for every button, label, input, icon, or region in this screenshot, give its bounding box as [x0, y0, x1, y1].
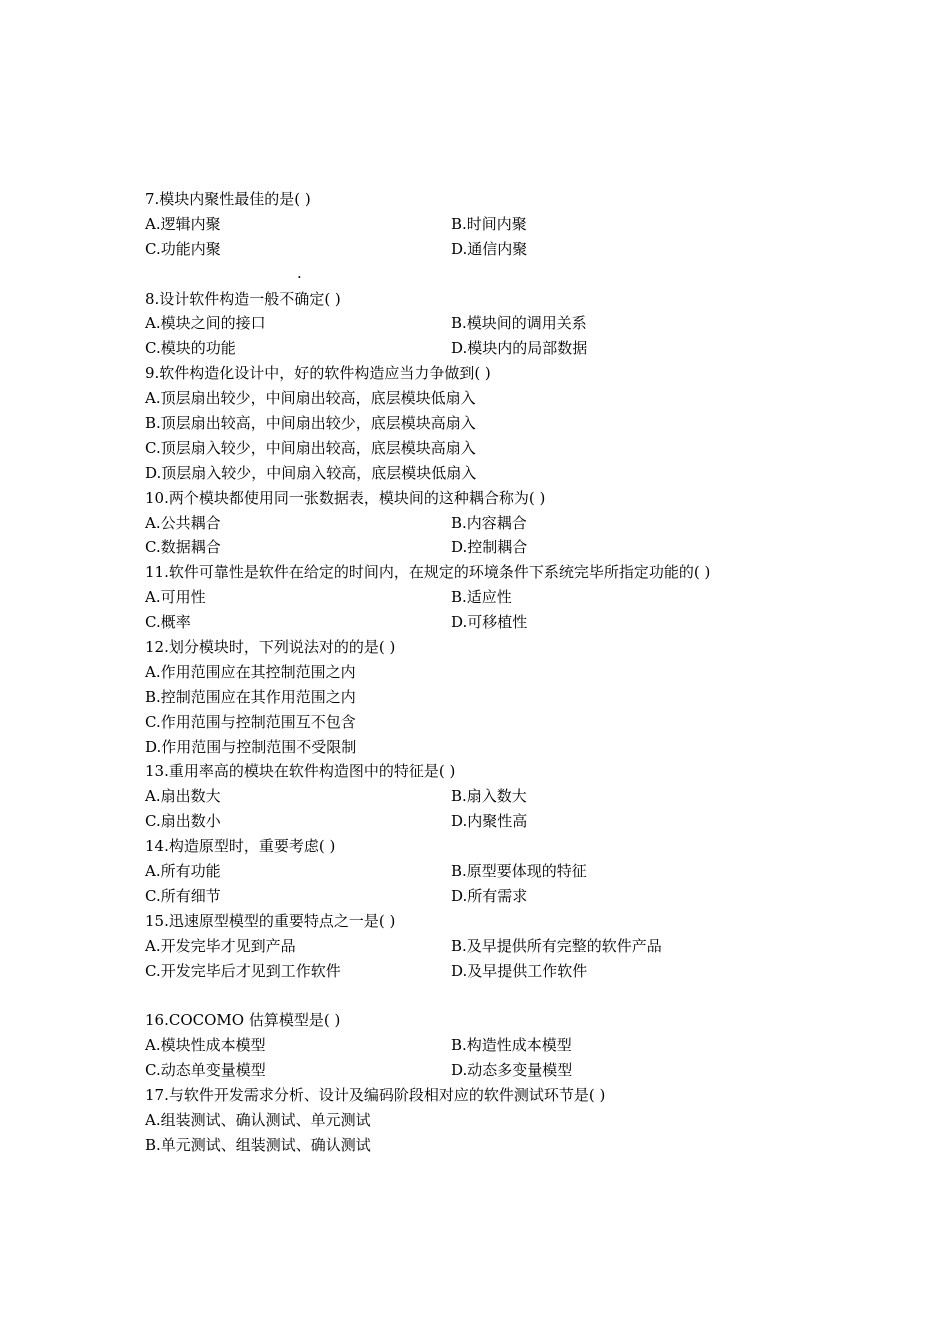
option-d: D.顶层扇入较少，中间扇入较高，底层模块低扇入	[145, 463, 477, 482]
stray-mark: .	[297, 263, 302, 282]
option-row	[145, 610, 845, 635]
option-row	[145, 585, 845, 610]
option-b: B.适应性	[451, 588, 512, 607]
option-a: A.模块性成本模型	[145, 1036, 266, 1055]
option-a: A.所有功能	[145, 862, 221, 881]
option-a: A.可用性	[145, 588, 206, 607]
option-a: A.公共耦合	[145, 513, 221, 532]
option-b: B.构造性成本模型	[451, 1036, 572, 1055]
question-stem: 17.与软件开发需求分析、设计及编码阶段相对应的软件测试环节是( )	[145, 1086, 606, 1105]
question-stem: 8.设计软件构造一般不确定( )	[145, 289, 341, 308]
option-b: B.顶层扇出较高，中间扇出较少，底层模块高扇入	[145, 414, 476, 433]
question-stem: 16.COCOMO 估算模型是( )	[145, 1011, 341, 1030]
option-row	[145, 959, 845, 984]
question-stem: 10.两个模块都使用同一张数据表，模块间的这种耦合称为( )	[145, 488, 546, 507]
option-b: B.及早提供所有完整的软件产品	[451, 936, 662, 955]
option-a: A.逻辑内聚	[145, 214, 221, 233]
option-d: D.动态多变量模型	[451, 1061, 573, 1080]
option-c: C.动态单变量模型	[145, 1061, 266, 1080]
question-stem: 9.软件构造化设计中，好的软件构造应当力争做到( )	[145, 364, 491, 383]
option-b: B.原型要体现的特征	[451, 862, 587, 881]
question-stem: 12.划分模块时，下列说法对的的是( )	[145, 638, 396, 657]
option-a: A.组装测试、确认测试、单元测试	[145, 1110, 371, 1129]
question-stem: 11.软件可靠性是软件在给定的时间内，在规定的环境条件下系统完毕所指定功能的( )	[145, 563, 711, 582]
option-d: D.所有需求	[451, 886, 528, 905]
option-row	[145, 784, 845, 809]
option-row	[145, 1033, 845, 1058]
option-row	[145, 311, 845, 336]
option-a: A.模块之间的接口	[145, 314, 266, 333]
option-b: B.扇入数大	[451, 787, 527, 806]
option-b: B.时间内聚	[451, 214, 527, 233]
option-row	[145, 884, 845, 909]
question-stem: 14.构造原型时，重要考虑( )	[145, 837, 336, 856]
option-a: A.扇出数大	[145, 787, 221, 806]
option-c: C.作用范围与控制范围互不包含	[145, 712, 356, 731]
option-row	[145, 934, 845, 959]
option-b: B.单元测试、组装测试、确认测试	[145, 1135, 371, 1154]
option-row	[145, 336, 845, 361]
option-c: C.功能内聚	[145, 239, 221, 258]
option-c: C.数据耦合	[145, 538, 221, 557]
option-a: A.顶层扇出较少，中间扇出较高，底层模块低扇入	[145, 389, 476, 408]
option-row	[145, 809, 845, 834]
option-c: C.开发完毕后才见到工作软件	[145, 961, 341, 980]
blank-line	[145, 984, 845, 1009]
option-c: C.顶层扇入较少，中间扇出较高，底层模块高扇入	[145, 438, 476, 457]
option-d: D.可移植性	[451, 613, 528, 632]
question-stem: 7.模块内聚性最佳的是( )	[145, 190, 311, 208]
question-list	[145, 187, 845, 1158]
option-b: B.控制范围应在其作用范围之内	[145, 687, 356, 706]
option-b: B.模块间的调用关系	[451, 314, 587, 333]
option-a: A.开发完毕才见到产品	[145, 936, 296, 955]
option-row	[145, 212, 845, 237]
option-b: B.内容耦合	[451, 513, 527, 532]
option-a: A.作用范围应在其控制范围之内	[145, 662, 356, 681]
option-d: D.内聚性高	[451, 812, 528, 831]
question-stem: 13.重用率高的模块在软件构造图中的特征是( )	[145, 762, 456, 781]
option-c: C.模块的功能	[145, 339, 236, 358]
option-row	[145, 237, 845, 262]
option-d: D.控制耦合	[451, 538, 528, 557]
option-c: C.所有细节	[145, 886, 221, 905]
question-stem: 15.迅速原型模型的重要特点之一是( )	[145, 911, 396, 930]
option-d: D.模块内的局部数据	[451, 339, 588, 358]
option-row	[145, 511, 845, 536]
option-row	[145, 535, 845, 560]
option-row	[145, 1058, 845, 1083]
option-d: D.作用范围与控制范围不受限制	[145, 737, 357, 756]
option-d: D.及早提供工作软件	[451, 961, 588, 980]
blank-line	[145, 262, 845, 287]
option-d: D.通信内聚	[451, 239, 528, 258]
option-c: C.扇出数小	[145, 812, 221, 831]
option-c: C.概率	[145, 613, 191, 632]
option-row	[145, 859, 845, 884]
